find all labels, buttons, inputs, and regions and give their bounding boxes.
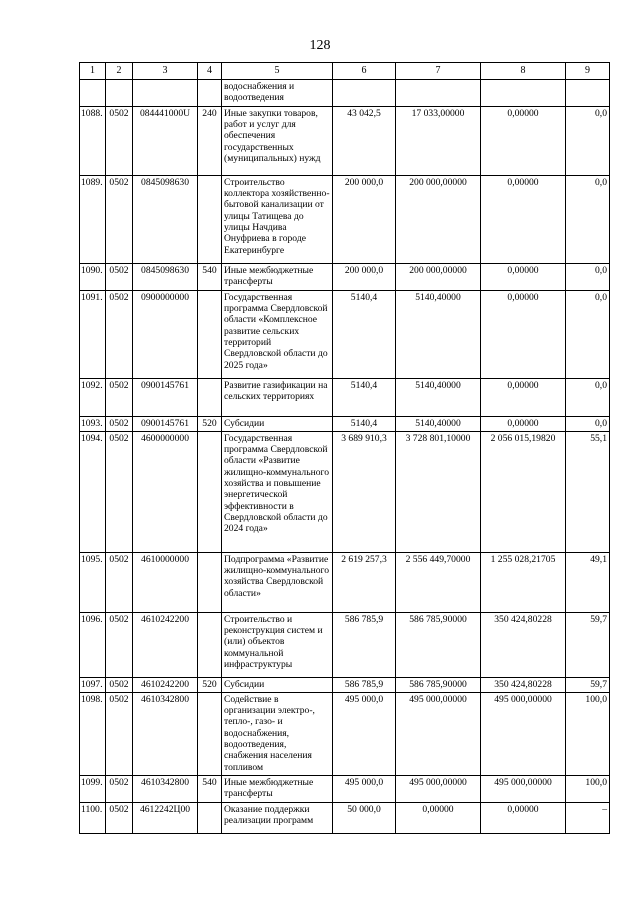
budget-table [79, 62, 610, 834]
row-number-cell: 1090. [80, 263, 106, 290]
section-code-cell: 0502 [106, 775, 133, 802]
row-number-cell: 1094. [80, 431, 106, 552]
section-code-cell: 0502 [106, 552, 133, 612]
expense-type-cell [198, 378, 222, 416]
execution-percent-cell: 0,0 [566, 378, 610, 416]
specified-amount-cell: 3 728 801,10000 [396, 431, 481, 552]
target-code-cell: 4610242200 [133, 677, 198, 692]
row-number-cell: 1095. [80, 552, 106, 612]
expense-type-cell [198, 612, 222, 677]
row-number-cell: 1099. [80, 775, 106, 802]
row-number-cell: 1100. [80, 802, 106, 833]
section-code-cell: 0502 [106, 416, 133, 431]
target-code-cell [133, 79, 198, 106]
execution-percent-cell: 0,0 [566, 263, 610, 290]
execution-percent-cell: 59,7 [566, 677, 610, 692]
row-number-cell: 1093. [80, 416, 106, 431]
execution-percent-cell: 100,0 [566, 692, 610, 775]
execution-percent-cell: 0,0 [566, 175, 610, 263]
section-code-cell: 0502 [106, 106, 133, 175]
execution-percent-cell: 55,1 [566, 431, 610, 552]
approved-amount-cell: 43 042,5 [333, 106, 396, 175]
table-row [80, 263, 610, 290]
target-code-cell: 0900145761 [133, 416, 198, 431]
approved-amount-cell: 2 619 257,3 [333, 552, 396, 612]
column-header-4: 4 [198, 63, 222, 80]
approved-amount-cell: 50 000,0 [333, 802, 396, 833]
executed-amount-cell: 0,00000 [481, 416, 566, 431]
item-name-cell: Содействие в организации электро-, тепло-, газо- и водоснабжения, водоотведения, снабжения населения топливом [222, 692, 333, 775]
row-number-cell: 1091. [80, 290, 106, 378]
approved-amount-cell: 5140,4 [333, 378, 396, 416]
section-code-cell: 0502 [106, 431, 133, 552]
specified-amount-cell: 586 785,90000 [396, 612, 481, 677]
row-number-cell: 1092. [80, 378, 106, 416]
item-name-cell: Иные межбюджетные трансферты [222, 775, 333, 802]
section-code-cell: 0502 [106, 378, 133, 416]
column-header-5: 5 [222, 63, 333, 80]
executed-amount-cell: 350 424,80228 [481, 677, 566, 692]
executed-amount-cell: 1 255 028,21705 [481, 552, 566, 612]
table-row [80, 692, 610, 775]
page-number: 128 [309, 38, 331, 53]
executed-amount-cell: 495 000,00000 [481, 692, 566, 775]
execution-percent-cell: 0,0 [566, 290, 610, 378]
executed-amount-cell: 0,00000 [481, 290, 566, 378]
section-code-cell: 0502 [106, 692, 133, 775]
execution-percent-cell: 0,0 [566, 416, 610, 431]
target-code-cell: 0845098630 [133, 263, 198, 290]
table-row [80, 290, 610, 378]
expense-type-cell [198, 79, 222, 106]
execution-percent-cell: 59,7 [566, 612, 610, 677]
executed-amount-cell: 0,00000 [481, 106, 566, 175]
table-row [80, 378, 610, 416]
section-code-cell: 0502 [106, 290, 133, 378]
specified-amount-cell [396, 79, 481, 106]
expense-type-cell [198, 290, 222, 378]
table-row [80, 416, 610, 431]
item-name-cell: Государственная программа Свердловской области «Развитие жилищно-коммунального хозяйства и повышение энергетической эффективности в Свердловской области до 2024 года» [222, 431, 333, 552]
table-row [80, 79, 610, 106]
row-number-cell: 1097. [80, 677, 106, 692]
executed-amount-cell: 0,00000 [481, 175, 566, 263]
execution-percent-cell: 100,0 [566, 775, 610, 802]
expense-type-cell [198, 431, 222, 552]
table-body [80, 79, 610, 833]
column-header-7: 7 [396, 63, 481, 80]
approved-amount-cell: 3 689 910,3 [333, 431, 396, 552]
approved-amount-cell: 495 000,0 [333, 692, 396, 775]
specified-amount-cell: 0,00000 [396, 802, 481, 833]
item-name-cell: Подпрограмма «Развитие жилищно-коммунального хозяйства Свердловской области» [222, 552, 333, 612]
expense-type-cell [198, 692, 222, 775]
target-code-cell: 4610342800 [133, 692, 198, 775]
column-header-8: 8 [481, 63, 566, 80]
target-code-cell: 0900000000 [133, 290, 198, 378]
section-code-cell [106, 79, 133, 106]
item-name-cell: Строительство коллектора хозяйственно-бытовой канализации от улицы Татищева до улицы Начдива Онуфриева в городе Екатеринбурге [222, 175, 333, 263]
section-code-cell: 0502 [106, 677, 133, 692]
target-code-cell: 4610000000 [133, 552, 198, 612]
item-name-cell: Строительство и реконструкция систем и (или) объектов коммунальной инфраструктуры [222, 612, 333, 677]
table-row [80, 775, 610, 802]
specified-amount-cell: 495 000,00000 [396, 692, 481, 775]
header-row [80, 63, 610, 80]
approved-amount-cell [333, 79, 396, 106]
column-header-6: 6 [333, 63, 396, 80]
specified-amount-cell: 5140,40000 [396, 416, 481, 431]
approved-amount-cell: 200 000,0 [333, 263, 396, 290]
execution-percent-cell: 49,1 [566, 552, 610, 612]
table-row [80, 802, 610, 833]
target-code-cell: 0900145761 [133, 378, 198, 416]
specified-amount-cell: 5140,40000 [396, 290, 481, 378]
table-row [80, 677, 610, 692]
executed-amount-cell: 495 000,00000 [481, 775, 566, 802]
row-number-cell: 1089. [80, 175, 106, 263]
expense-type-cell: 540 [198, 775, 222, 802]
target-code-cell: 084441000U [133, 106, 198, 175]
item-name-cell: водоснабжения и водоотведения [222, 79, 333, 106]
executed-amount-cell [481, 79, 566, 106]
target-code-cell: 4610242200 [133, 612, 198, 677]
target-code-cell: 4600000000 [133, 431, 198, 552]
table-row [80, 431, 610, 552]
row-number-cell: 1098. [80, 692, 106, 775]
table-row [80, 612, 610, 677]
target-code-cell: 4612242Ц00 [133, 802, 198, 833]
section-code-cell: 0502 [106, 263, 133, 290]
item-name-cell: Иные межбюджетные трансферты [222, 263, 333, 290]
expense-type-cell [198, 175, 222, 263]
section-code-cell: 0502 [106, 175, 133, 263]
specified-amount-cell: 200 000,00000 [396, 175, 481, 263]
target-code-cell: 4610342800 [133, 775, 198, 802]
item-name-cell: Иные закупки товаров, работ и услуг для обеспечения государственных (муниципальных) нужд [222, 106, 333, 175]
approved-amount-cell: 200 000,0 [333, 175, 396, 263]
approved-amount-cell: 495 000,0 [333, 775, 396, 802]
approved-amount-cell: 5140,4 [333, 290, 396, 378]
executed-amount-cell: 0,00000 [481, 263, 566, 290]
specified-amount-cell: 586 785,90000 [396, 677, 481, 692]
column-header-3: 3 [133, 63, 198, 80]
specified-amount-cell: 5140,40000 [396, 378, 481, 416]
execution-percent-cell: – [566, 802, 610, 833]
approved-amount-cell: 586 785,9 [333, 612, 396, 677]
expense-type-cell: 520 [198, 677, 222, 692]
table-row [80, 552, 610, 612]
execution-percent-cell [566, 79, 610, 106]
item-name-cell: Субсидии [222, 677, 333, 692]
item-name-cell: Оказание поддержки реализации программ [222, 802, 333, 833]
item-name-cell: Развитие газификации на сельских территориях [222, 378, 333, 416]
expense-type-cell [198, 802, 222, 833]
executed-amount-cell: 350 424,80228 [481, 612, 566, 677]
executed-amount-cell: 0,00000 [481, 802, 566, 833]
target-code-cell: 0845098630 [133, 175, 198, 263]
item-name-cell: Государственная программа Свердловской области «Комплексное развитие сельских территорий Свердловской области до 2025 года» [222, 290, 333, 378]
expense-type-cell: 520 [198, 416, 222, 431]
specified-amount-cell: 200 000,00000 [396, 263, 481, 290]
column-header-9: 9 [566, 63, 610, 80]
section-code-cell: 0502 [106, 612, 133, 677]
item-name-cell: Субсидии [222, 416, 333, 431]
execution-percent-cell: 0,0 [566, 106, 610, 175]
table-row [80, 175, 610, 263]
column-header-2: 2 [106, 63, 133, 80]
expense-type-cell: 240 [198, 106, 222, 175]
approved-amount-cell: 586 785,9 [333, 677, 396, 692]
specified-amount-cell: 17 033,00000 [396, 106, 481, 175]
row-number-cell: 1088. [80, 106, 106, 175]
specified-amount-cell: 495 000,00000 [396, 775, 481, 802]
executed-amount-cell: 0,00000 [481, 378, 566, 416]
expense-type-cell: 540 [198, 263, 222, 290]
section-code-cell: 0502 [106, 802, 133, 833]
expense-type-cell [198, 552, 222, 612]
approved-amount-cell: 5140,4 [333, 416, 396, 431]
row-number-cell: 1096. [80, 612, 106, 677]
specified-amount-cell: 2 556 449,70000 [396, 552, 481, 612]
column-header-1: 1 [80, 63, 106, 80]
row-number-cell [80, 79, 106, 106]
table-row [80, 106, 610, 175]
executed-amount-cell: 2 056 015,19820 [481, 431, 566, 552]
